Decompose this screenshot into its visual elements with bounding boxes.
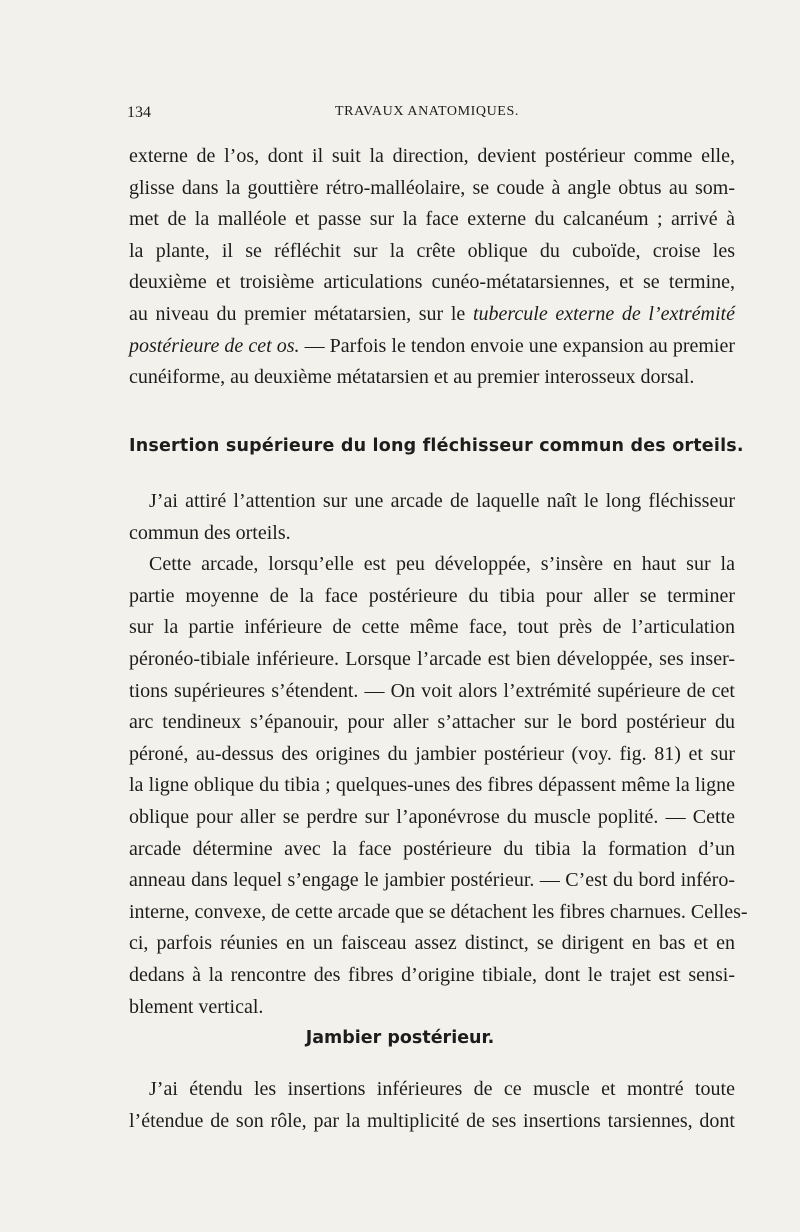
text-line: la plante, il se réfléchit sur la crête oblique du cuboïde, croise les — [129, 239, 735, 262]
text-line: dedans à la rencontre des fibres d’origine tibiale, dont le trajet est sensi- — [129, 963, 735, 986]
italic-term: tubercule externe de l’extrémité — [472, 302, 735, 325]
text-line: Cette arcade, lorsqu’elle est peu développée, s’insère en haut sur la — [149, 553, 735, 576]
section-heading: Jambier postérieur. — [305, 1028, 495, 1048]
text-line: arcade détermine avec la face postérieure du tibia la formation d’un — [129, 837, 735, 860]
paragraph-continuation — [129, 141, 735, 394]
section-heading: Insertion supérieure du long fléchisseur commun des orteils. — [129, 436, 744, 456]
text-line: oblique pour aller se perdre sur l’aponévrose du muscle poplité. — Cette — [129, 805, 735, 828]
text-line: anneau dans lequel s’engage le jambier postérieur. — C’est du bord inféro- — [129, 869, 735, 892]
text-line: l’étendue de son rôle, par la multiplicité de ses insertions tarsiennes, dont — [129, 1109, 735, 1132]
text-line: sur la partie inférieure de cette même face, tout près de l’articulation — [129, 616, 735, 639]
italic-term: postérieure de cet os. — [129, 334, 300, 357]
text-line: externe de l’os, dont il suit la direction, devient postérieur comme elle, — [129, 145, 735, 167]
text-line: tions supérieures s’étendent. — On voit alors l’extrémité supérieure de cet — [129, 679, 735, 702]
text-line: péronéo-tibiale inférieure. Lorsque l’arcade est bien développée, ses inser- — [129, 647, 735, 670]
text-line: cunéiforme, au deuxième métatarsien et au premier interosseux dorsal. — [129, 366, 695, 389]
text-line: glisse dans la gouttière rétro-malléolaire, se coude à angle obtus au som- — [129, 176, 735, 199]
text-line: deuxième et troisième articulations cunéo-métatarsiennes, et se termine, — [129, 271, 735, 294]
text-line: péroné, au-dessus des origines du jambier postérieur (voy. fig. 81) et sur — [129, 742, 735, 765]
page-header — [127, 104, 727, 128]
text-line: arc tendineux s’épanouir, pour aller s’attacher sur le bord postérieur du — [129, 711, 735, 734]
text-line — [129, 331, 735, 363]
running-head: TRAVAUX ANATOMIQUES. — [335, 104, 519, 119]
paragraph-arcade — [129, 486, 748, 1023]
text-line — [129, 299, 735, 331]
text-line: interne, convexe, de cette arcade que se détachent les fibres charnues. Celles- — [129, 900, 748, 923]
text-line: met de la malléole et passe sur la face externe du calcanéum ; arrivé à — [129, 208, 735, 231]
text-line: J’ai étendu les insertions inférieures de ce muscle et montré toute — [149, 1078, 735, 1100]
page-number: 134 — [127, 104, 151, 121]
text-line: ci, parfois réunies en un faisceau assez distinct, se dirigent en bas et en — [129, 932, 735, 955]
text-line: J’ai attiré l’attention sur une arcade de laquelle naît le long fléchisseur — [149, 490, 735, 512]
paragraph-jambier — [129, 1074, 735, 1137]
text-line: commun des orteils. — [129, 521, 291, 544]
text-run: au niveau du premier métatarsien, sur le — [129, 302, 473, 325]
text-line: blement vertical. — [129, 995, 264, 1018]
text-line: la ligne oblique du tibia ; quelques-unes des fibres dépassent même la ligne — [129, 774, 735, 797]
text-line: partie moyenne de la face postérieure du tibia pour aller se terminer — [129, 584, 735, 607]
text-run: — Parfois le tendon envoie une expansion au premier — [299, 334, 736, 357]
